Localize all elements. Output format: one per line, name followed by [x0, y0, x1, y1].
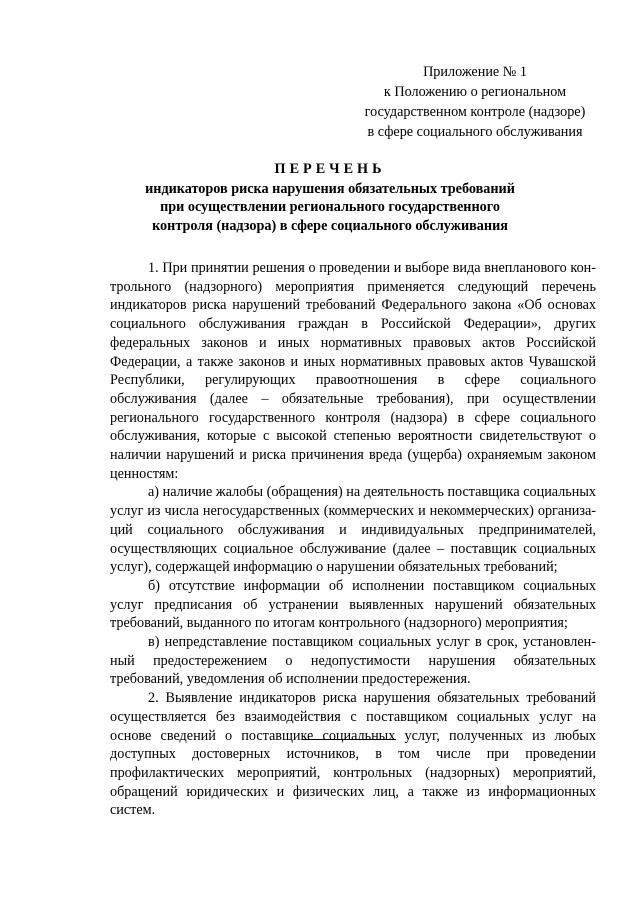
title-heading: ПЕРЕЧЕНЬ — [274, 161, 386, 177]
appendix-line-3: государственном контроле (надзоре) — [364, 104, 586, 120]
appendix-line-1: Приложение № 1 — [423, 64, 527, 80]
title-line-2: при осуществлении регионального государственного — [160, 199, 500, 215]
paragraph-1: 1. При принятии решения о проведении и выборе вида внепланового контрольного (надзорного) мероприятия применяется следующий перечень индикаторов риска нарушений требований Федерального закона «Об основах социального обслуживания граждан в Российской Федерации», других федеральных законов и иных нормативных правовых актов Российской Федерации, а также законов и иных нормативных правовых актов Чувашской Республики, регулирующих правоотношения в сфере социального обслуживания (далее – обязательные требования), при осуществлении регионального государственного контроля (надзора) в сфере социального обслуживания, которые с высокой степенью вероятности свидетельствуют о наличии нарушений и риска причинения вреда (ущерба) охраняемым законом ценностям: — [110, 260, 596, 482]
paragraph-item-c: в) непредставление поставщиком социальных услуг в срок, установленный предостережением о недопустимости нарушения обязательных требований, уведомления об исполнении предостережения. — [110, 634, 596, 688]
title-line-3: контроля (надзора) в сфере социального обслуживания — [152, 217, 508, 234]
document-body — [110, 259, 596, 820]
paragraph-item-a: а) наличие жалобы (обращения) на деятельность поставщика социальных услуг из числа негосударственных (коммерческих и некоммерческих) организаций социального обслуживания и индивидуальных предпринимателей, осуществляющих социальное обслуживание (далее – поставщик социальных услуг), содержащей информацию о нарушении обязательных требований; — [110, 484, 596, 576]
appendix-line-4: в сфере социального обслуживания — [367, 124, 583, 140]
title-line-1: индикаторов риска нарушения обязательных требований — [145, 180, 515, 197]
paragraph-item-b: б) отсутствие информации об исполнении поставщиком социальных услуг предписания об устранении выявленных нарушений обязательных требований, выданного по итогам контрольного (надзорного) мероприятия; — [110, 577, 596, 632]
end-divider-line — [302, 739, 396, 740]
appendix-line-2: к Положению о региональном — [383, 84, 567, 100]
appendix-header — [360, 62, 590, 142]
paragraph-2: 2. Выявление индикаторов риска нарушения обязательных требований осуществляется без взаимодействия с поставщиком социальных услуг на основе сведений о поставщике социальных услуг, полученных из любых доступных достоверных источников, в том числе при проведении профилактических мероприятий, контрольных (надзорных) мероприятий, обращений юридических и физических лиц, а также из информационных систем. — [110, 690, 596, 819]
document-title — [120, 160, 540, 235]
